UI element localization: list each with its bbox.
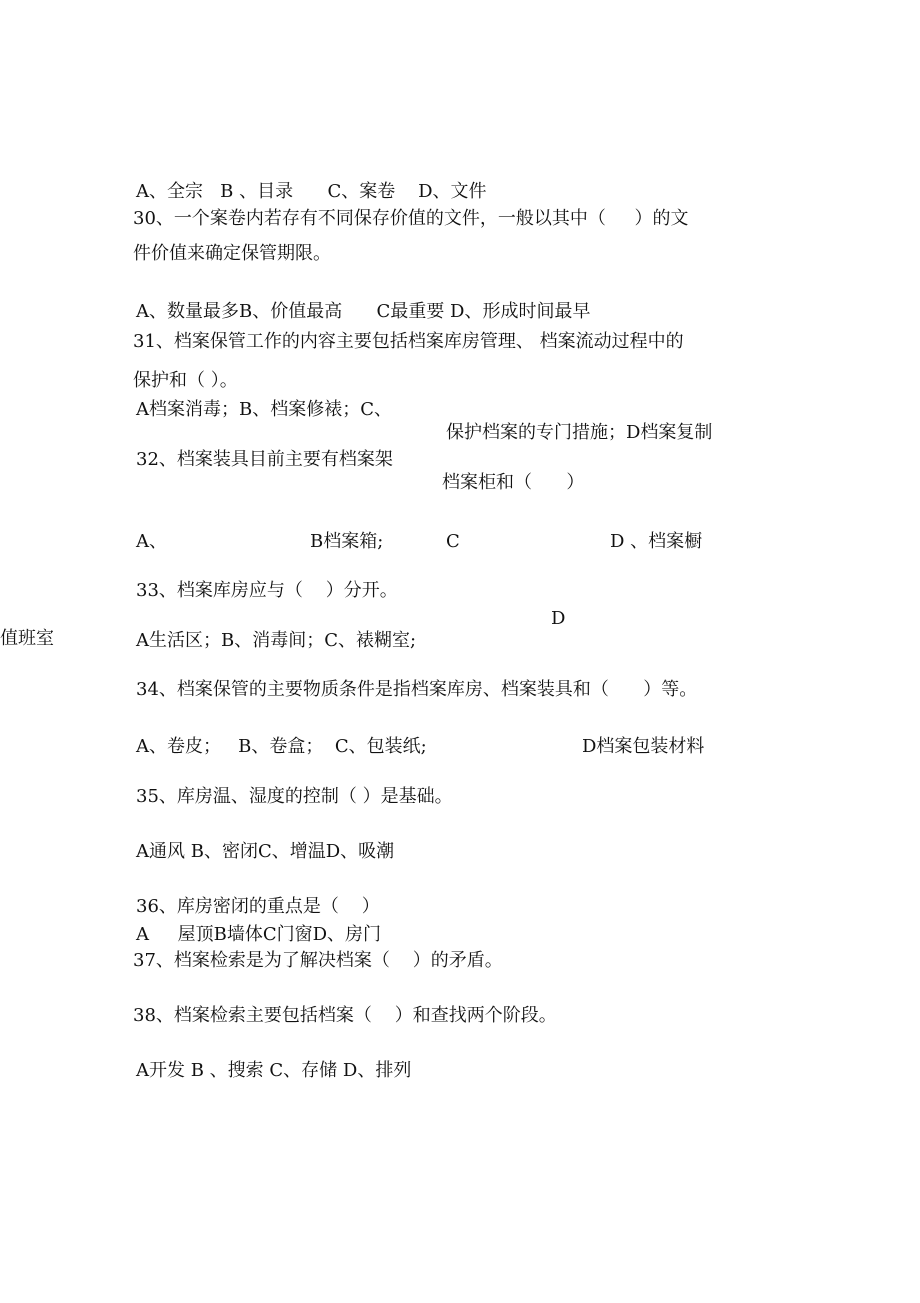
q36-options: A 屋顶B墙体C门窗D、房门	[136, 924, 382, 945]
q35-line: 35、库房温、湿度的控制（ ）是基础。	[136, 786, 453, 807]
q32-option-b: B档案箱;	[310, 531, 384, 552]
q37-line: 37、档案检索是为了解决档案（ ）的矛盾。	[133, 950, 503, 971]
q33-options: A生活区；B、消毒间；C、裱糊室;	[136, 630, 417, 651]
q31-options-a: A档案消毒；B、档案修裱；C、	[136, 399, 392, 420]
q35-options: A通风 B、密闭C、增温D、吸潮	[136, 841, 395, 862]
q29-options: A、全宗 B 、目录 C、案卷 D、文件	[136, 181, 487, 202]
q32-option-a: A、	[136, 531, 167, 552]
q33-side-label: 值班室	[0, 628, 54, 649]
q32-line2: 档案柜和（ ）	[442, 472, 585, 493]
q33-line: 33、档案库房应与（ ）分开。	[136, 580, 398, 601]
q38-line: 38、档案检索主要包括档案（ ）和查找两个阶段。	[133, 1005, 557, 1026]
q32-line1: 32、档案装具目前主要有档案架	[136, 449, 393, 470]
q30-options: A、数量最多B、价值最高 C最重要 D、形成时间最早	[136, 301, 591, 322]
q34-options-b: D档案包装材料	[582, 736, 705, 757]
q38-options: A开发 B 、搜索 C、存储 D、排列	[136, 1060, 412, 1081]
q31-options-b: 保护档案的专门措施；D档案复制	[446, 422, 713, 443]
q31-line2: 保护和（ ）。	[133, 370, 238, 391]
q30-line2: 件价值来确定保管期限。	[133, 243, 331, 264]
q32-option-c: C	[446, 531, 460, 552]
q36-line: 36、库房密闭的重点是（ ）	[136, 896, 380, 917]
q31-line1: 31、档案保管工作的内容主要包括档案库房管理、 档案流动过程中的	[133, 331, 684, 352]
q32-option-d: D 、档案橱	[610, 531, 703, 552]
q34-options-a: A、卷皮； B、卷盒； C、包装纸;	[136, 736, 427, 757]
q33-option-d: D	[551, 608, 566, 629]
q30-line1: 30、一个案卷内若存有不同保存价值的文件，一般以其中（ ）的文	[133, 208, 689, 229]
q34-line: 34、档案保管的主要物质条件是指档案库房、档案装具和（ ）等。	[136, 679, 698, 700]
